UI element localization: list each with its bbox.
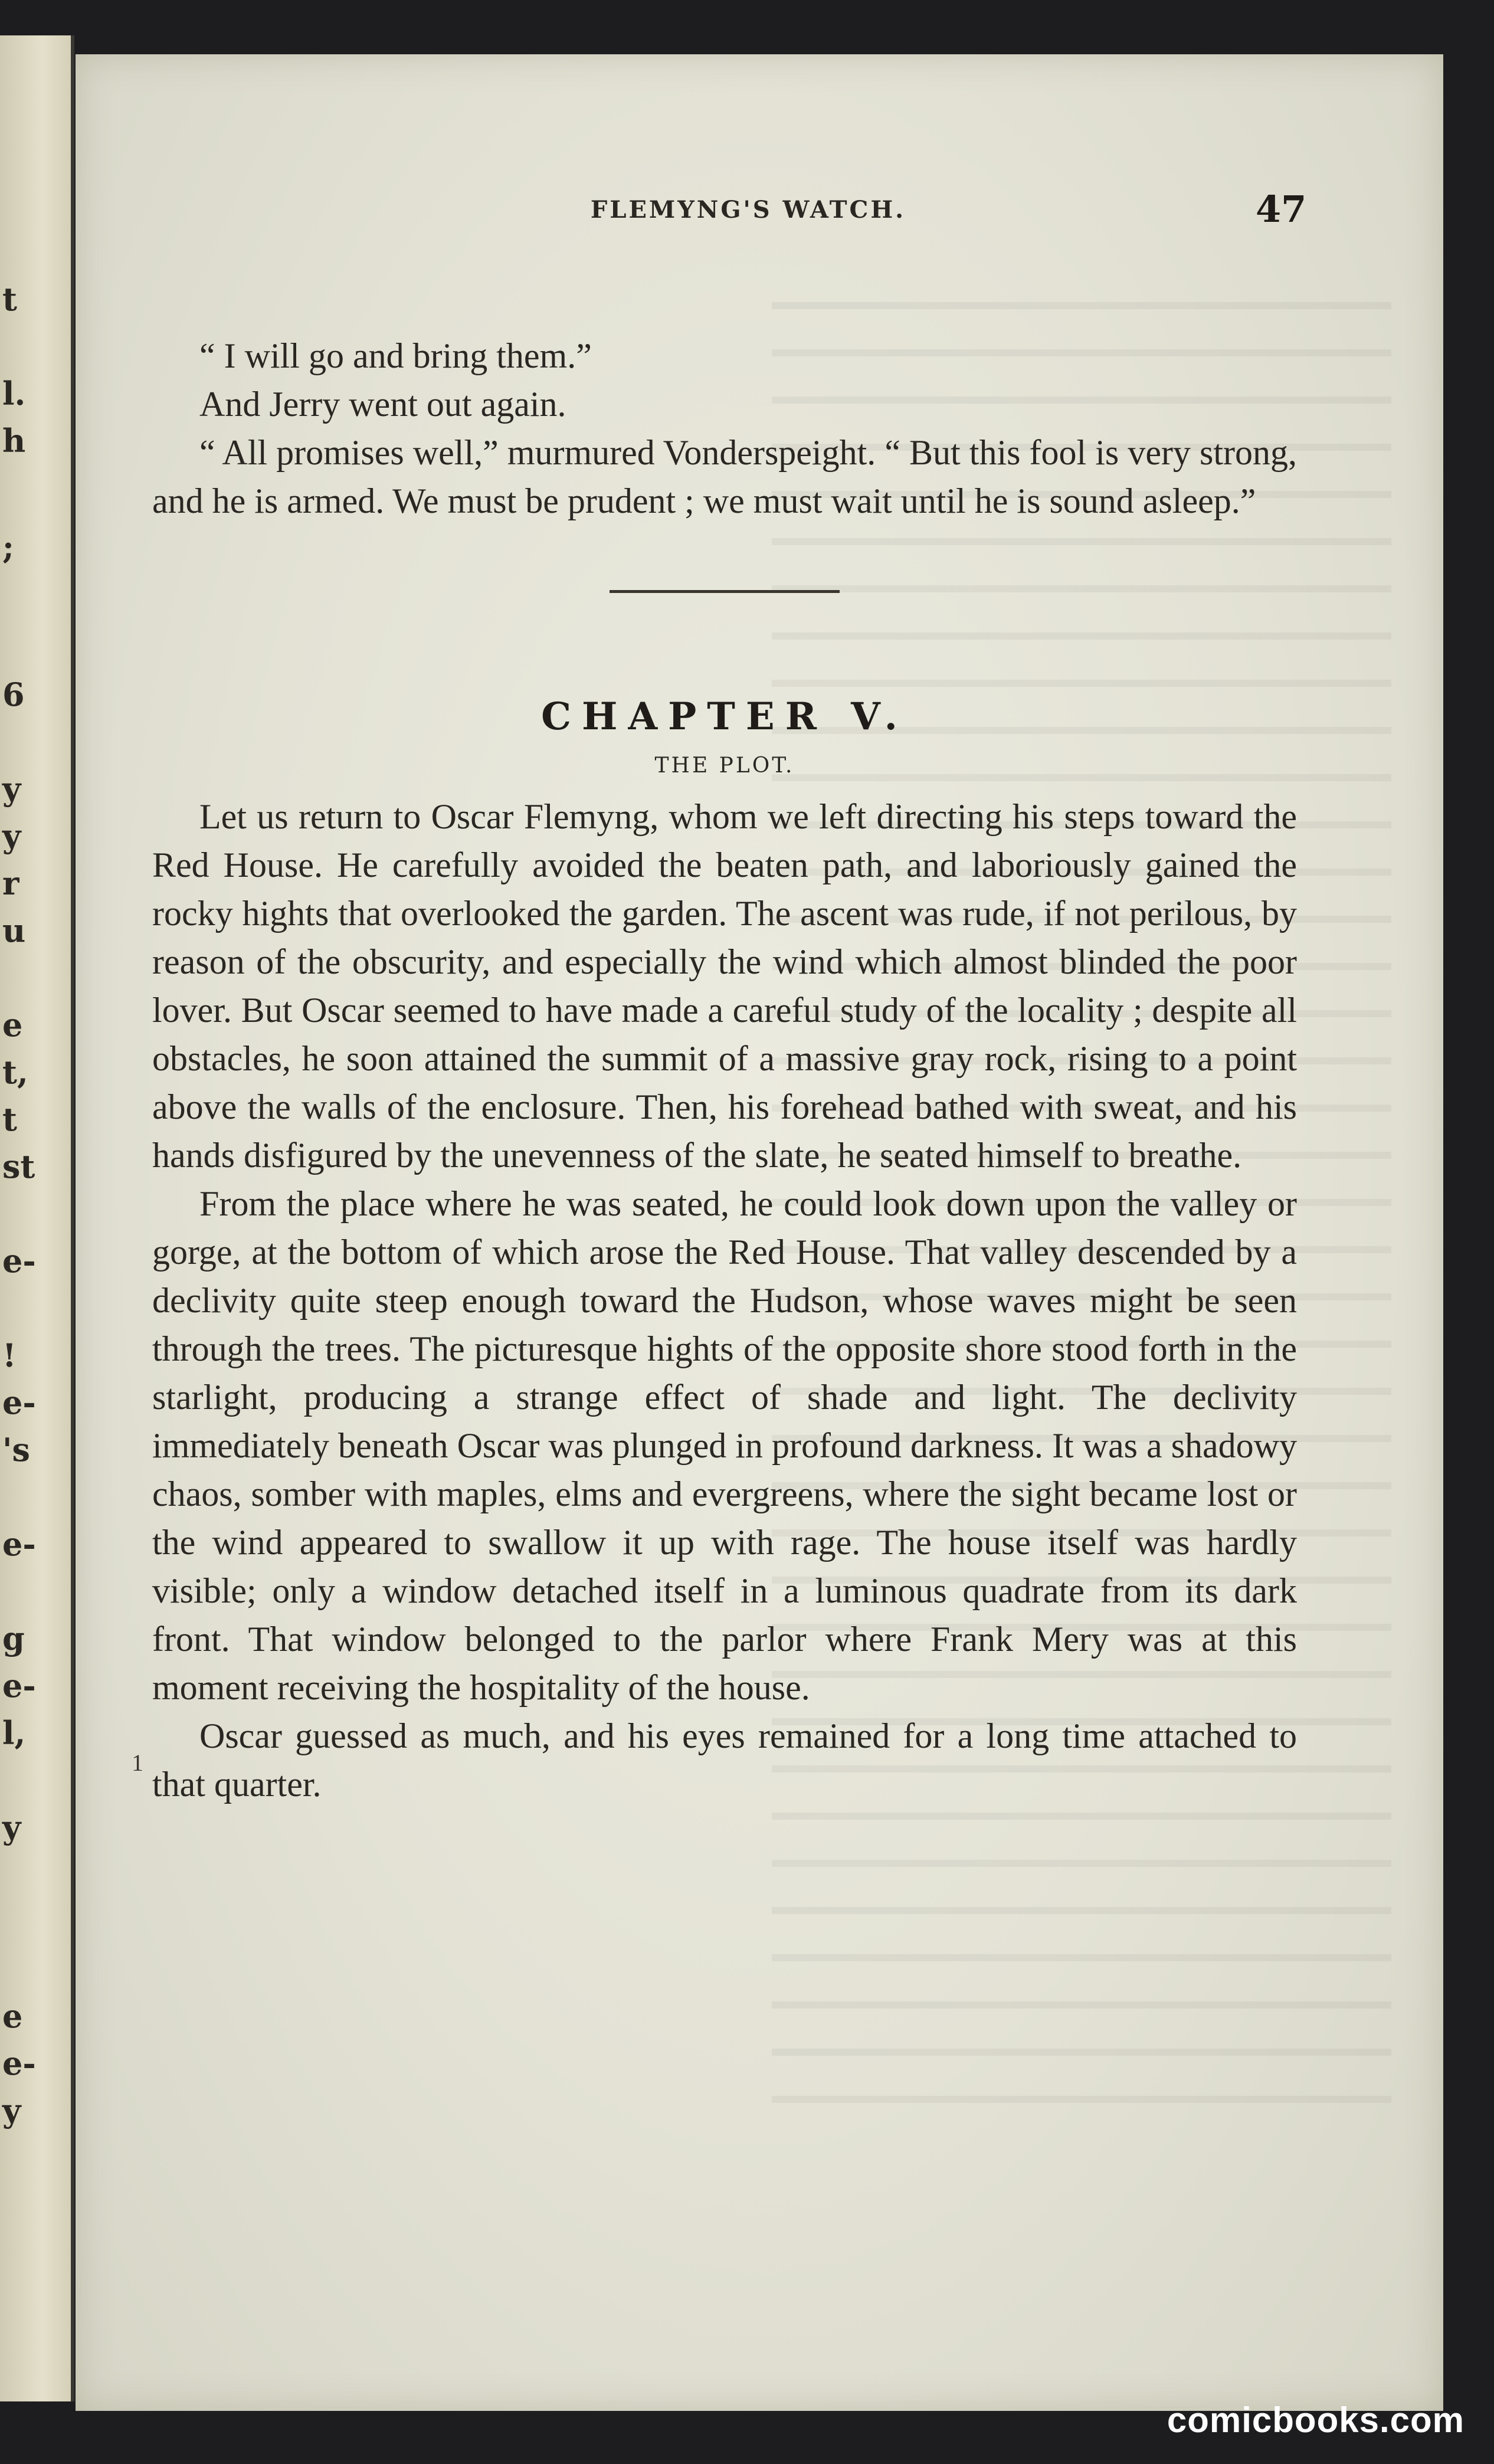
- left-page-fragment: l.: [2, 375, 26, 412]
- running-head: FLEMYNG'S WATCH.: [590, 196, 906, 224]
- paragraph: And Jerry went out again.: [199, 385, 566, 424]
- left-page-fragment: e-: [2, 1242, 36, 1280]
- section-rule: [610, 590, 840, 593]
- left-page-fragment: h: [2, 422, 26, 460]
- chapter-title: CHAPTER V.: [541, 694, 908, 739]
- paragraph: From the place where he was seated, he could look down upon the valley or gorge, at the bottom of which arose the Red House. That valley descended by a declivity quite steep enough toward the Hudson, whose waves might be seen through the trees. The picturesque hights of the opposite shore stood forth in the starlight, producing a strange effect of shade and light. The declivity immediately beneath Oscar was plunged in profound darkness. It was a shadowy chaos, somber with maples, elms and evergreens, where the sight became lost or the wind appeared to swallow it up with rage. The house itself was hardly visible; only a window detached itself in a luminous quadrate from its dark front. That window belonged to the parlor where Frank Mery was at this moment receiving the hospitality of the house.: [152, 1184, 1297, 1707]
- left-page-fragment: e-: [2, 1525, 36, 1563]
- left-page-fragment: 's: [2, 1431, 30, 1469]
- left-page-fragment: e-: [2, 1667, 36, 1705]
- left-page-fragment: u: [2, 912, 26, 949]
- left-page-fragment: t: [2, 1100, 17, 1138]
- chapter-subtitle: THE PLOT.: [654, 753, 795, 778]
- left-page-fragment: e: [2, 1997, 23, 2035]
- left-page-fragment: y: [2, 770, 21, 808]
- page-number: 47: [1256, 188, 1307, 231]
- left-page-fragment: g: [2, 1620, 25, 1657]
- paragraph: Let us return to Oscar Flemyng, whom we left directing his steps toward the Red House. He carefully avoided the beaten path, and laboriously gained the rocky hights that overlooked the garden. The ascent was rude, if not perilous, by reason of the obscurity, and especially the wind which almost blinded the poor lover. But Oscar seemed to have made a careful study of the locality ; despite all obstacles, he soon attained the summit of a massive gray rock, rising to a point above the walls of the enclosure. Then, his forehead bathed with sweat, and his hands disfigured by the unevenness of the slate, he seated himself to breathe.: [152, 797, 1297, 1175]
- left-page-fragment: l,: [2, 1714, 26, 1752]
- paragraph: “ All promises well,” murmured Vonderspeight. “ But this fool is very strong, and he is armed. We must be prudent ; we must wait until he is sound asleep.”: [152, 433, 1297, 520]
- left-page-fragment: e: [2, 1006, 23, 1044]
- left-page-fragment: !: [2, 1336, 17, 1374]
- page-header: [76, 188, 1443, 267]
- margin-mark: 1: [132, 1749, 143, 1776]
- left-page-fragment: r: [2, 864, 19, 902]
- watermark: comicbooks.com: [1167, 2400, 1464, 2440]
- left-page-fragment: st: [2, 1148, 35, 1185]
- left-page-fragment: y: [2, 817, 21, 855]
- left-page-fragment: y: [2, 2092, 21, 2129]
- book-page: [76, 54, 1443, 2411]
- left-page-fragment: e-: [2, 1384, 36, 1421]
- left-page-fragment: t,: [2, 1053, 28, 1091]
- paragraph: Oscar guessed as much, and his eyes remained for a long time attached to that quarter.: [152, 1716, 1297, 1804]
- left-page-fragment: y: [2, 1808, 21, 1846]
- left-page-fragment: ;: [2, 528, 14, 566]
- paragraph: “ I will go and bring them.”: [199, 336, 592, 375]
- left-page-edge: [0, 35, 74, 2401]
- page-body: [152, 332, 1297, 1808]
- left-page-fragment: e-: [2, 2044, 36, 2082]
- left-page-fragment: t: [2, 280, 17, 318]
- left-page-fragment: 6: [2, 676, 25, 713]
